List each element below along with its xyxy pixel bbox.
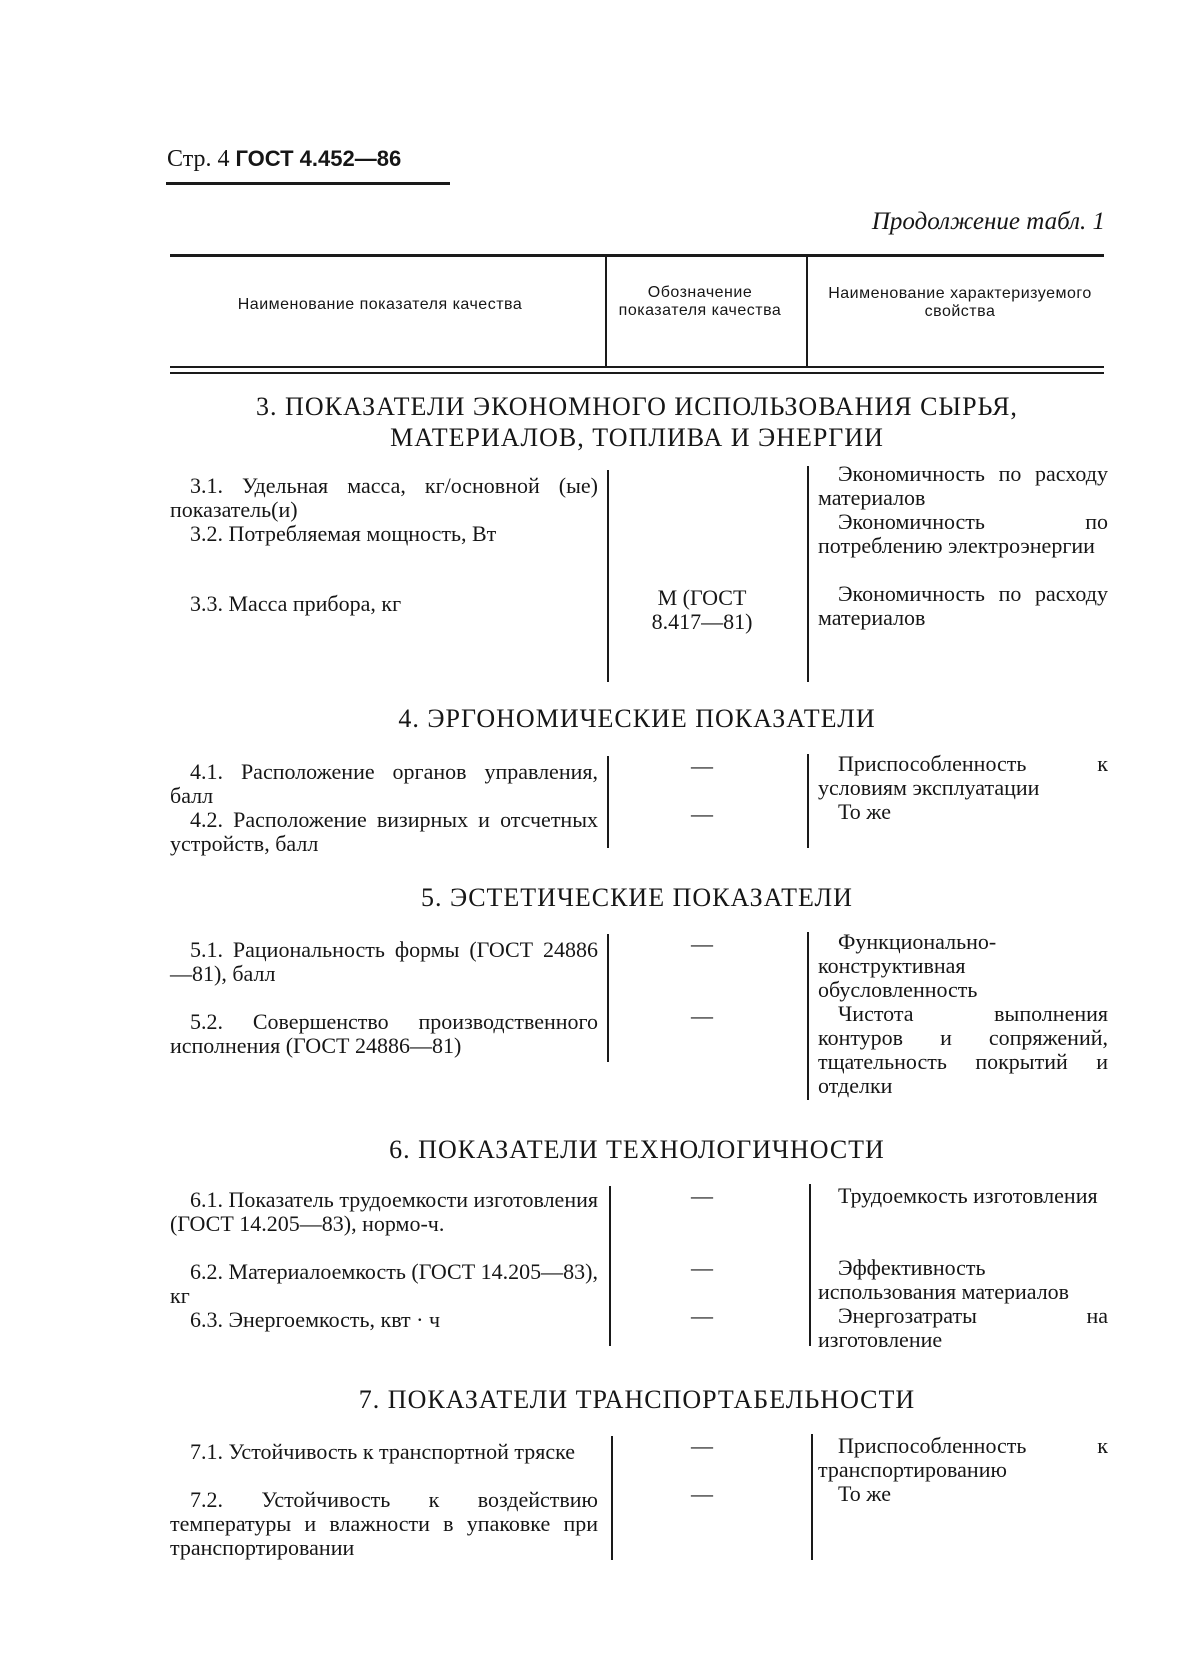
row-name: 6.1. Показатель трудоемкости изготовления (ГОСТ 14.205—83), нормо-ч.	[170, 1187, 598, 1236]
row-symbol: —	[691, 1183, 713, 1208]
row-property: Приспособленность к транспортированию	[818, 1433, 1108, 1482]
col-separator-2	[807, 754, 809, 848]
row-name: 3.2. Потребляемая мощность, Вт	[190, 521, 497, 546]
page-number: Стр. 4	[167, 146, 230, 172]
row-name: 6.3. Энергоемкость, квт · ч	[190, 1307, 441, 1332]
col-separator-1	[607, 934, 609, 1062]
col-separator-1	[607, 756, 609, 848]
row-property: Функционально-конструктивная обусловленность	[818, 929, 997, 1002]
row-property: Экономичность по расходу материалов	[818, 581, 1108, 630]
col-separator-1	[605, 254, 607, 366]
col-separator-1	[609, 1186, 611, 1346]
section-title: 5. ЭСТЕТИЧЕСКИЕ ПОКАЗАТЕЛИ	[421, 883, 853, 912]
section-title: 7. ПОКАЗАТЕЛИ ТРАНСПОРТАБЕЛЬНОСТИ	[358, 1385, 916, 1414]
row-symbol: —	[691, 1255, 713, 1280]
row-name: 4.2. Расположение визирных и отсчетных устройств, балл	[170, 807, 598, 856]
row-property: Экономичность по расходу материалов	[818, 461, 1108, 510]
row-symbol: —	[691, 1481, 713, 1506]
table-header-rule-1	[170, 366, 1104, 368]
header-underline	[166, 182, 450, 185]
col-separator-1	[607, 470, 609, 682]
col-separator-2	[809, 1184, 811, 1346]
row-name: 4.1. Расположение органов управления, балл	[170, 759, 598, 808]
row-property: То же	[838, 1481, 891, 1506]
section-title: 4. ЭРГОНОМИЧЕСКИЕ ПОКАЗАТЕЛИ	[398, 704, 876, 733]
row-symbol: —	[691, 753, 713, 778]
row-property: То же	[838, 799, 891, 824]
section-title: 3. ПОКАЗАТЕЛИ ЭКОНОМНОГО ИСПОЛЬЗОВАНИЯ СЫРЬЯ, МАТЕРИАЛОВ, ТОПЛИВА И ЭНЕРГИИ	[256, 392, 1018, 452]
row-symbol: М (ГОСТ 8.417—81)	[651, 585, 753, 634]
row-name: 7.1. Устойчивость к транспортной тряске	[190, 1439, 576, 1464]
row-symbol: —	[691, 1433, 713, 1458]
col-separator-2	[811, 1434, 813, 1560]
header-col-symbol: Обозначение показателя качества	[618, 284, 782, 319]
col-separator-2	[806, 254, 808, 366]
row-name: 5.1. Рациональность формы (ГОСТ 24886—81), балл	[170, 937, 598, 986]
page-header	[167, 146, 401, 173]
table-continuation-label: Продолжение табл. 1	[871, 208, 1105, 235]
row-name: 5.2. Совершенство производственного исполнения (ГОСТ 24886—81)	[170, 1009, 598, 1058]
row-symbol: —	[691, 1003, 713, 1028]
row-name: 7.2. Устойчивость к воздействию температуры и влажности в упаковке при транспортировании	[170, 1487, 598, 1560]
table-header-rule-2	[170, 372, 1104, 374]
table-top-rule	[170, 254, 1104, 257]
row-name: 3.3. Масса прибора, кг	[190, 591, 402, 616]
section-title: 6. ПОКАЗАТЕЛИ ТЕХНОЛОГИЧНОСТИ	[389, 1135, 885, 1164]
row-name: 6.2. Материалоемкость (ГОСТ 14.205—83), кг	[170, 1259, 598, 1308]
header-col-name: Наименование показателя качества	[237, 296, 523, 313]
row-symbol: —	[691, 931, 713, 956]
row-symbol: —	[691, 801, 713, 826]
row-property: Трудоемкость изготовления	[838, 1183, 1098, 1208]
row-property: Экономичность по потреблению электроэнергии	[818, 509, 1108, 558]
standard-number: ГОСТ 4.452—86	[235, 146, 402, 171]
row-property: Эффективность использования материалов	[818, 1255, 1070, 1304]
row-name: 3.1. Удельная масса, кг/основной (ые) показатель(и)	[170, 473, 598, 522]
col-separator-2	[807, 932, 809, 1100]
row-symbol: —	[691, 1303, 713, 1328]
row-property: Чистота выполнения контуров и сопряжений, тщательность покрытий и отделки	[818, 1001, 1108, 1098]
header-col-property: Наименование характеризуемого свойства	[828, 285, 1092, 320]
col-separator-2	[807, 466, 809, 682]
row-property: Энергозатраты на изготовление	[818, 1303, 1108, 1352]
row-property: Приспособленность к условиям эксплуатации	[818, 751, 1108, 800]
